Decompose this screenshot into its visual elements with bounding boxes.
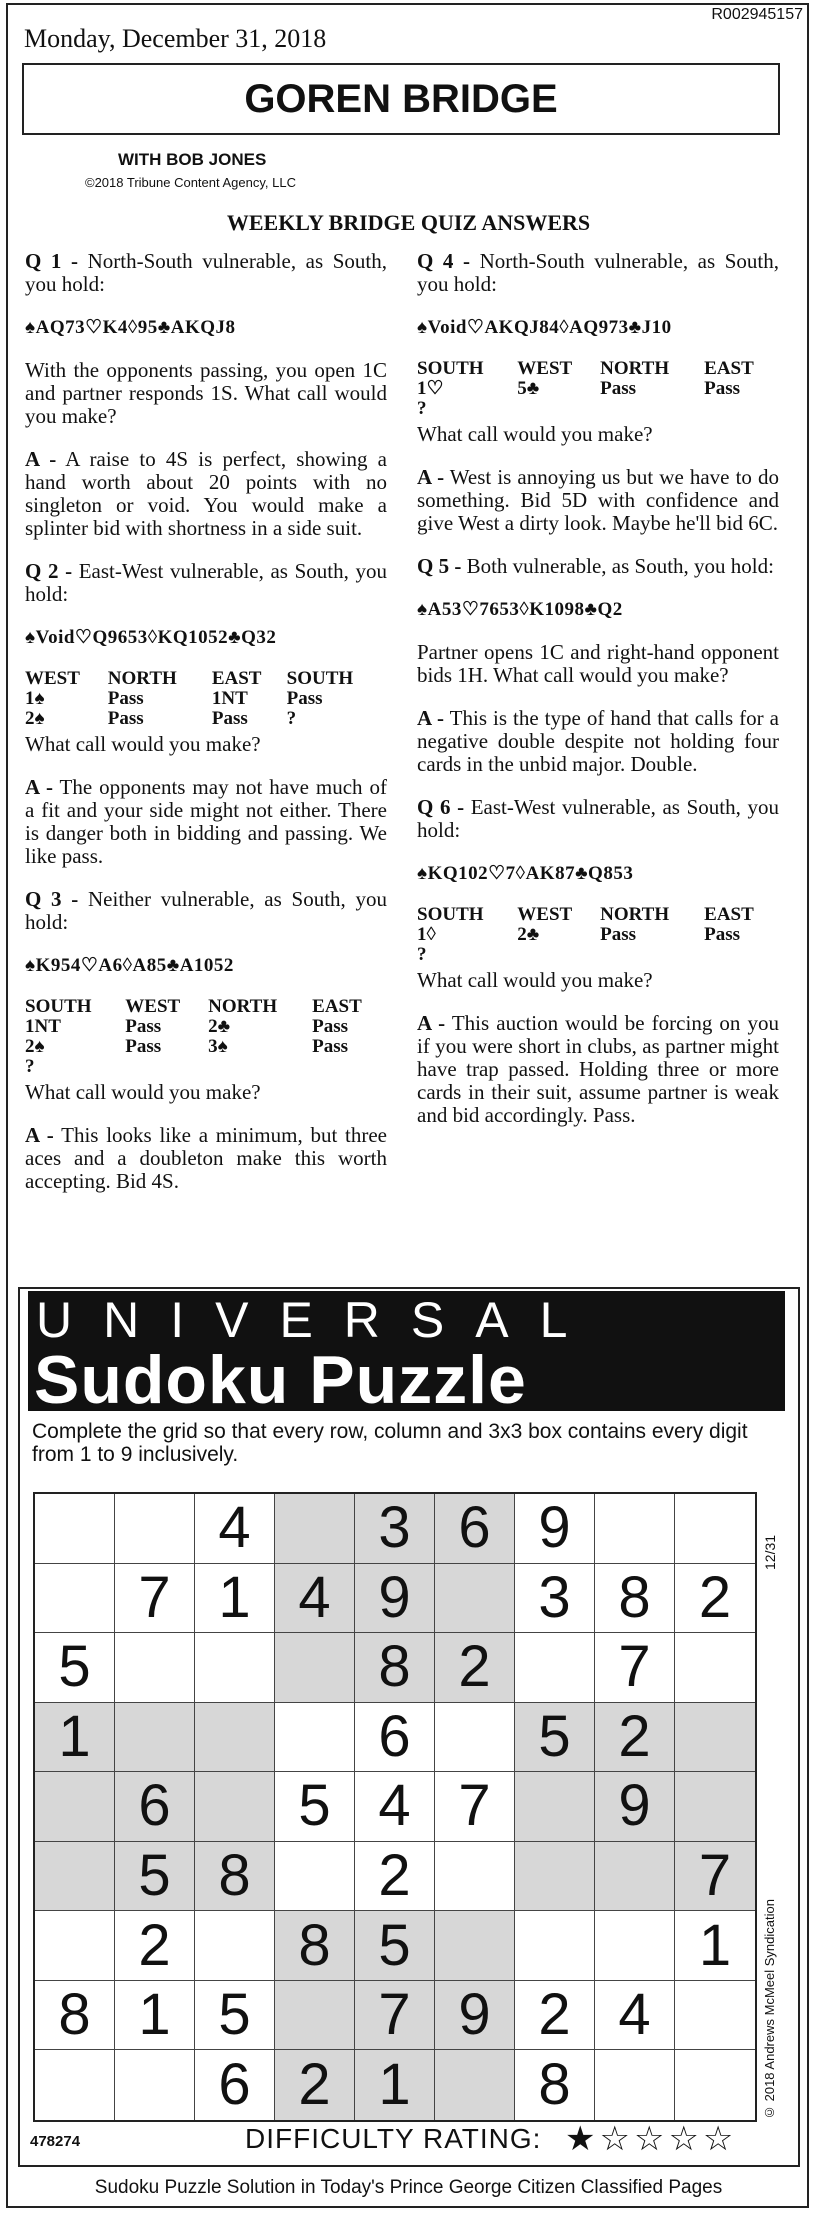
sudoku-cell[interactable] [435, 1564, 515, 1634]
sudoku-cell[interactable]: 6 [355, 1703, 435, 1773]
auction-header: WEST [517, 358, 573, 379]
question-label: Q 3 - [25, 887, 79, 911]
sudoku-cell[interactable]: 7 [595, 1633, 675, 1703]
answer-label: A - [417, 1011, 446, 1035]
hand-4: ♠Void♡AKQJ84◊AQ973♣J10 [417, 317, 672, 338]
auction-header: NORTH [107, 668, 177, 689]
sudoku-cell[interactable] [595, 1911, 675, 1981]
auction-cell: 1♡ [417, 378, 444, 399]
auction-table-3 [25, 997, 387, 1077]
sudoku-cell[interactable] [275, 1981, 355, 2051]
question-text: East-West vulnerable, as South, you hold: [25, 559, 388, 606]
sudoku-cell[interactable]: 1 [675, 1911, 755, 1981]
auction-header: SOUTH [417, 904, 484, 925]
question-5 [417, 555, 779, 578]
question-label: Q 2 - [25, 559, 73, 583]
sudoku-cell[interactable]: 2 [355, 1842, 435, 1912]
question-label: Q 6 - [417, 795, 465, 819]
auction-cell: Pass [125, 1036, 162, 1057]
sudoku-cell[interactable]: 1 [35, 1703, 115, 1773]
hand-5: ♠A53♡7653◊K1098♣Q2 [417, 599, 623, 620]
answer-label: A - [25, 775, 53, 799]
sudoku-cell[interactable] [35, 1772, 115, 1842]
hand-3: ♠K954♡A6◊A85♣A1052 [25, 955, 234, 976]
answer-3 [25, 1124, 387, 1193]
sudoku-cell[interactable] [195, 1703, 275, 1773]
auction-cell: 2♣ [208, 1016, 231, 1037]
question-text: Both vulnerable, as South, you hold: [466, 554, 774, 578]
question-label: Q 4 - [417, 249, 471, 273]
sudoku-cell[interactable] [195, 1911, 275, 1981]
auction-table-4 [417, 359, 779, 419]
auction-cell: 2♠ [25, 708, 45, 729]
auction-header: EAST [704, 904, 754, 925]
answer-text: This auction would be forcing on you if you were short in clubs, as partner might have trap passed. Holding three or more cards in their suit, assume partner is weak and bid accordingly. Pass. [417, 1011, 780, 1127]
auction-header: NORTH [600, 904, 670, 925]
auction-cell: Pass [286, 688, 323, 709]
sudoku-cell[interactable] [595, 1842, 675, 1912]
sudoku-cell[interactable] [195, 1772, 275, 1842]
quiz-title: WEEKLY BRIDGE QUIZ ANSWERS [226, 210, 591, 235]
sudoku-cell[interactable]: 7 [115, 1564, 195, 1634]
auction-cell: Pass [211, 708, 248, 729]
answer-text: West is annoying us but we have to do something. Bid 5D with confidence and give West a dirty look. Maybe he'll bid 6C. [417, 465, 779, 535]
sudoku-cell[interactable]: 4 [195, 1494, 275, 1564]
sudoku-cell[interactable] [515, 1633, 595, 1703]
sudoku-cell[interactable]: 5 [35, 1633, 115, 1703]
sudoku-cell[interactable] [35, 1564, 115, 1634]
sudoku-cell[interactable]: 5 [515, 1703, 595, 1773]
sudoku-cell[interactable] [595, 2050, 675, 2120]
auction-cell: Pass [704, 924, 741, 945]
auction-header: SOUTH [25, 996, 92, 1017]
auction-header: EAST [312, 996, 362, 1017]
sudoku-cell[interactable] [275, 1703, 355, 1773]
sudoku-banner [28, 1291, 785, 1418]
sudoku-cell[interactable]: 8 [275, 1911, 355, 1981]
byline: WITH BOB JONES [118, 150, 267, 169]
auction-header: EAST [704, 358, 754, 379]
auction-header: SOUTH [417, 358, 484, 379]
sudoku-cell[interactable]: 7 [675, 1842, 755, 1912]
sudoku-title: Sudoku Puzzle [34, 1342, 527, 1418]
sudoku-cell[interactable]: 4 [595, 1981, 675, 2051]
question-text: North-South vulnerable, as South, you hold: [25, 249, 388, 296]
auction-cell: ? [286, 708, 297, 729]
auction-cell: 2♣ [517, 924, 540, 945]
auction-cell: 3♠ [208, 1036, 228, 1057]
sudoku-cell[interactable] [595, 1494, 675, 1564]
sudoku-cell[interactable] [515, 1842, 595, 1912]
puzzle-date: 12/31 [762, 1534, 778, 1570]
sudoku-cell[interactable]: 8 [35, 1981, 115, 2051]
copyright: ©2018 Tribune Content Agency, LLC [85, 175, 296, 190]
sudoku-cell[interactable]: 2 [275, 2050, 355, 2120]
auction-cell: 1◊ [417, 924, 436, 945]
sudoku-cell[interactable] [115, 1633, 195, 1703]
article-code: R002945157 [711, 6, 803, 23]
question-4 [417, 250, 779, 296]
auction-header: SOUTH [286, 668, 354, 689]
sudoku-cell[interactable] [435, 1911, 515, 1981]
sudoku-cell[interactable] [515, 1772, 595, 1842]
difficulty-stars: ★☆☆☆☆ [565, 2119, 738, 2159]
footer-note: Sudoku Puzzle Solution in Today's Prince George Citizen Classified Pages [94, 2177, 723, 2198]
auction-cell: 1♠ [25, 688, 45, 709]
sudoku-cell[interactable] [675, 2050, 755, 2120]
question-2 [25, 560, 387, 606]
prompt-6: What call would you make? [417, 968, 653, 992]
hand-6: ♠KQ102♡7◊AK87♣Q853 [417, 863, 634, 884]
auction-cell: ? [417, 398, 427, 419]
auction-cell: Pass [107, 688, 144, 709]
sudoku-cell[interactable] [275, 1633, 355, 1703]
sudoku-cell[interactable] [515, 1911, 595, 1981]
question-6 [417, 796, 779, 842]
sudoku-cell[interactable]: 6 [195, 2050, 275, 2120]
sudoku-brand: UNIVERSAL [36, 1292, 599, 1348]
sudoku-cell[interactable]: 8 [195, 1842, 275, 1912]
question-text: North-South vulnerable, as South, you hold: [417, 249, 780, 296]
sudoku-cell[interactable]: 5 [195, 1981, 275, 2051]
auction-header: EAST [211, 668, 262, 689]
sudoku-cell[interactable]: 7 [355, 1981, 435, 2051]
sudoku-cell[interactable]: 9 [515, 1494, 595, 1564]
left-column [25, 250, 387, 1213]
sudoku-cell[interactable] [675, 1772, 755, 1842]
sudoku-cell[interactable]: 2 [435, 1633, 515, 1703]
sudoku-cell[interactable]: 2 [675, 1564, 755, 1634]
sudoku-cell[interactable] [115, 1703, 195, 1773]
sudoku-grid [33, 1492, 757, 2122]
auction-cell: Pass [600, 378, 636, 399]
sudoku-cell[interactable] [35, 2050, 115, 2120]
answer-1 [25, 448, 387, 540]
question-label: Q 1 - [25, 249, 79, 273]
sudoku-instructions: Complete the grid so that every row, column and 3x3 box contains every digit from 1 to 9 inclusively. [32, 1420, 748, 1466]
sudoku-cell[interactable]: 2 [515, 1981, 595, 2051]
hand-2: ♠Void♡Q9653◊KQ1052♣Q32 [25, 627, 277, 648]
hand-1: ♠AQ73♡K4◊95♣AKQJ8 [25, 317, 236, 338]
publication-date: Monday, December 31, 2018 [24, 24, 327, 53]
auction-cell: 1NT [25, 1016, 61, 1037]
question-label: Q 5 - [417, 554, 462, 578]
auction-header: WEST [517, 904, 573, 925]
sudoku-cell[interactable]: 6 [115, 1772, 195, 1842]
sudoku-cell[interactable]: 4 [275, 1564, 355, 1634]
prompt-2: What call would you make? [25, 732, 261, 756]
answer-label: A - [25, 1123, 54, 1147]
question-1 [25, 250, 387, 296]
answer-4 [417, 466, 779, 535]
sudoku-cell[interactable]: 3 [355, 1494, 435, 1564]
answer-text: This is the type of hand that calls for a negative double despite not holding four cards in the unbid major. Double. [417, 706, 780, 776]
sudoku-cell[interactable] [275, 1494, 355, 1564]
sudoku-cell[interactable]: 1 [355, 2050, 435, 2120]
sudoku-cell[interactable] [275, 1842, 355, 1912]
sudoku-cell[interactable] [675, 1703, 755, 1773]
auction-cell: Pass [312, 1016, 349, 1037]
sudoku-cell[interactable]: 1 [195, 1564, 275, 1634]
sudoku-cell[interactable]: 9 [435, 1981, 515, 2051]
auction-cell: Pass [600, 924, 636, 945]
sudoku-cell[interactable] [675, 1494, 755, 1564]
auction-cell: 2♠ [25, 1036, 45, 1057]
question-text: Neither vulnerable, as South, you hold: [25, 887, 388, 934]
difficulty-label: DIFFICULTY RATING: [245, 2123, 542, 2154]
sudoku-cell[interactable]: 8 [355, 1633, 435, 1703]
auction-header: NORTH [600, 358, 670, 379]
question-text: East-West vulnerable, as South, you hold: [417, 795, 780, 842]
auction-header: NORTH [208, 996, 278, 1017]
sudoku-cell[interactable]: 6 [435, 1494, 515, 1564]
answer-label: A - [417, 706, 445, 730]
auction-cell: 1NT [211, 688, 248, 709]
sudoku-cell[interactable] [435, 1703, 515, 1773]
auction-cell: Pass [107, 708, 144, 729]
answer-label: A - [417, 465, 445, 489]
prompt-4: What call would you make? [417, 422, 653, 446]
sudoku-cell[interactable] [435, 1842, 515, 1912]
sudoku-cell[interactable] [35, 1494, 115, 1564]
sudoku-cell[interactable]: 5 [115, 1842, 195, 1912]
page-title: GOREN BRIDGE [244, 76, 558, 121]
sudoku-cell[interactable] [675, 1981, 755, 2051]
sudoku-cell[interactable]: 8 [595, 1564, 675, 1634]
sudoku-cell[interactable]: 9 [595, 1772, 675, 1842]
sudoku-cell[interactable] [35, 1842, 115, 1912]
auction-cell: Pass [312, 1036, 349, 1057]
sudoku-cell[interactable] [435, 2050, 515, 2120]
prompt-5: Partner opens 1C and right-hand opponent bids 1H. What call would you make? [417, 640, 779, 687]
sudoku-cell[interactable]: 4 [355, 1772, 435, 1842]
sudoku-cell[interactable]: 3 [515, 1564, 595, 1634]
title-box [22, 63, 780, 135]
auction-header: WEST [125, 996, 181, 1017]
answer-text: The opponents may not have much of a fit and your side might not either. There is danger both in bidding and passing. We like pass. [25, 775, 387, 868]
sudoku-cell[interactable] [675, 1633, 755, 1703]
syndication-credit: © 2018 Andrews McMeel Syndication [762, 1899, 777, 2120]
puzzle-id: 478274 [30, 2133, 81, 2150]
answer-5 [417, 707, 779, 776]
auction-cell: 5♣ [517, 378, 540, 399]
sudoku-cell[interactable]: 2 [595, 1703, 675, 1773]
prompt-3: What call would you make? [25, 1080, 261, 1104]
sudoku-cell[interactable]: 8 [515, 2050, 595, 2120]
prompt-1: With the opponents passing, you open 1C and partner responds 1S. What call would you make? [25, 358, 387, 428]
sudoku-cell[interactable] [115, 2050, 195, 2120]
answer-6 [417, 1012, 779, 1127]
sudoku-cell[interactable]: 5 [355, 1911, 435, 1981]
answer-text: A raise to 4S is perfect, showing a hand worth about 20 points with no singleton or void. You would make a splinter bid with shortness in a side suit. [25, 447, 387, 540]
auction-cell: Pass [125, 1016, 162, 1037]
auction-header: WEST [25, 668, 80, 689]
sudoku-cell[interactable]: 9 [355, 1564, 435, 1634]
auction-table-2 [25, 669, 387, 729]
sudoku-cell[interactable] [35, 1911, 115, 1981]
sudoku-cell[interactable] [195, 1633, 275, 1703]
auction-cell: ? [25, 1056, 35, 1077]
answer-2 [25, 776, 387, 868]
question-3 [25, 888, 387, 934]
answer-label: A - [25, 447, 57, 471]
sudoku-cell[interactable]: 1 [115, 1981, 195, 2051]
auction-table-6 [417, 905, 779, 965]
sudoku-cell[interactable]: 7 [435, 1772, 515, 1842]
sudoku-cell[interactable]: 2 [115, 1911, 195, 1981]
right-column [417, 250, 779, 1147]
sudoku-cell[interactable]: 5 [275, 1772, 355, 1842]
auction-cell: ? [417, 944, 427, 965]
answer-text: This looks like a minimum, but three aces and a doubleton make this worth accepting. Bid 4S. [25, 1123, 387, 1193]
auction-cell: Pass [704, 378, 741, 399]
sudoku-cell[interactable] [115, 1494, 195, 1564]
